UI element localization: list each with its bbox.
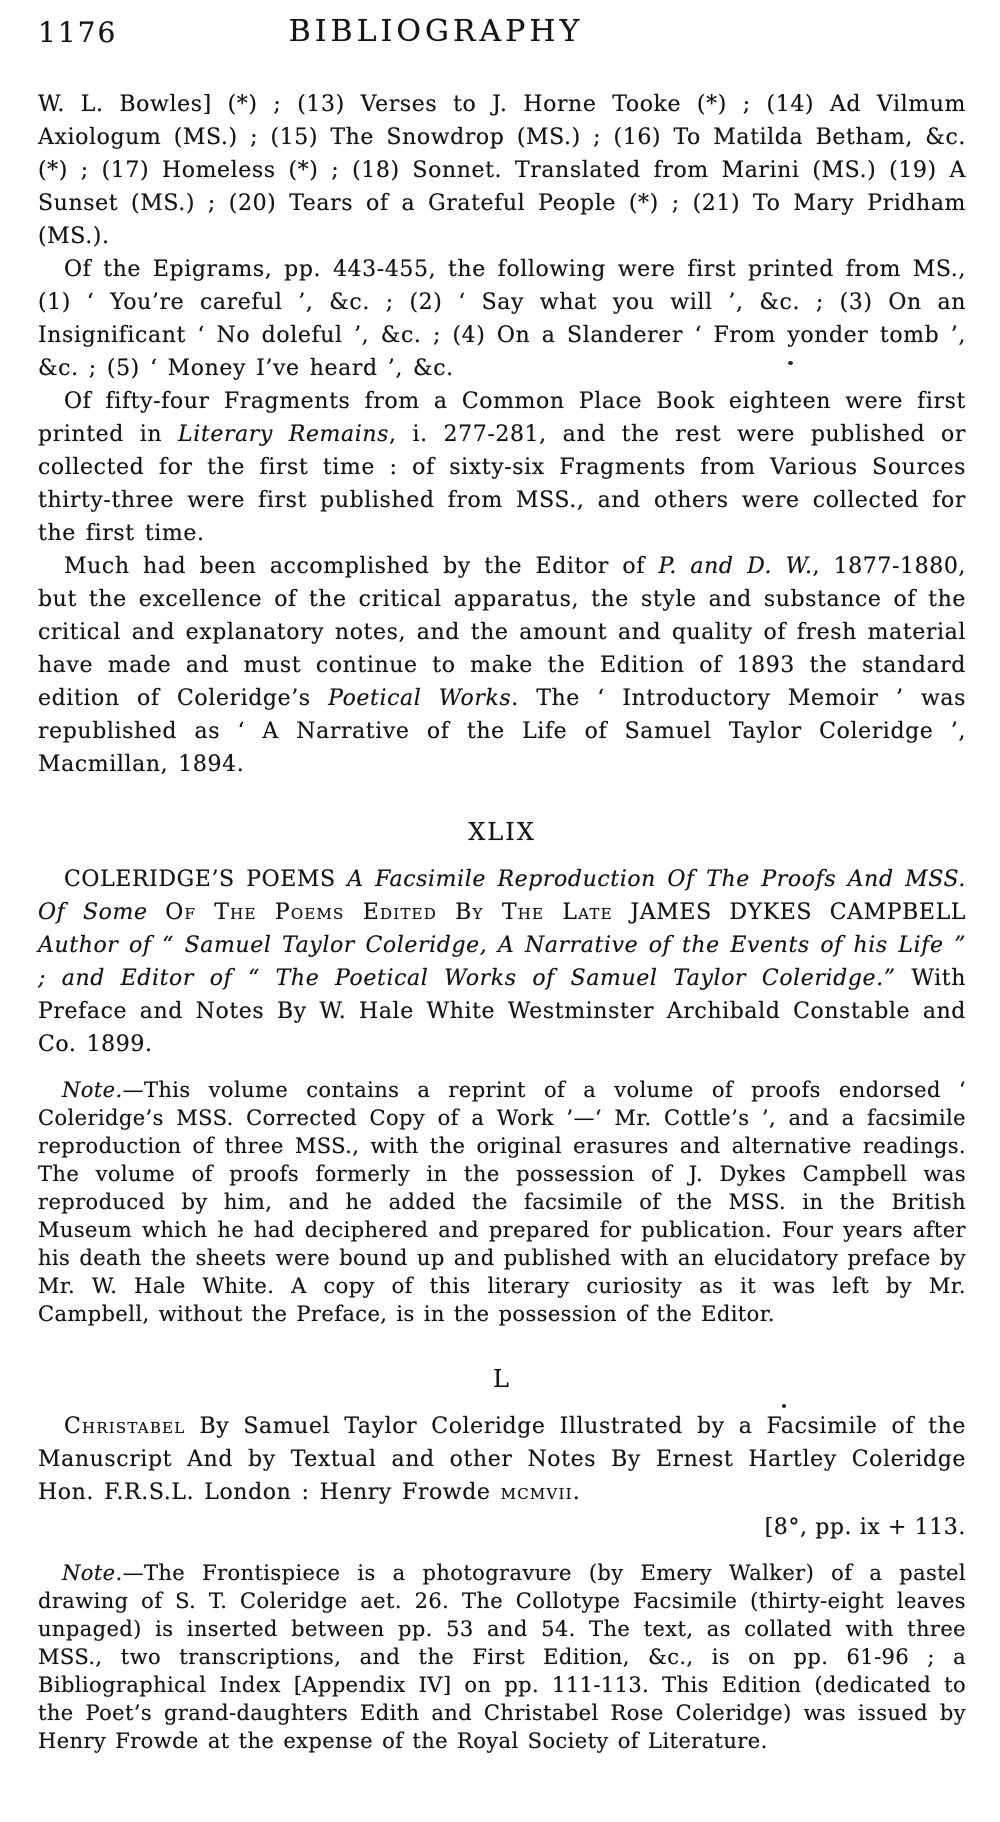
text-segment: , 1877-1880, but the excellence of the critical apparatus, the style and substance of the critical and explanatory notes, and the amount and quality of fresh material have made and must continue to make the Edition of 1893 the standard edition of Coleridge’s (38, 554, 967, 711)
text-segment: Of the Epigrams, pp. 443-455, the following were first printed from MS., (1) ‘ You’re careful ’, &c. ; (2) ‘ Say what you will ’, &c. ; (3) On an Insignificant ‘ No doleful ’, &c. ; (4) On a Slanderer ‘ From yonder tomb ’, &c. ; (5) ‘ Money I’ve heard ’, &c. (38, 257, 966, 381)
text-segment: Of fifty-four Fragments from a Common Place Book eighteen were first printed in (38, 389, 966, 447)
ink-speck (788, 361, 793, 365)
text-segment: Of The Poems Edited By The Late (165, 900, 613, 925)
text-segment: Note. (62, 1561, 123, 1585)
text-segment: Poetical Works (328, 686, 512, 711)
paragraph-continuation (38, 88, 966, 253)
text-segment: mcmvii (500, 1480, 573, 1505)
section-heading-l: L (493, 1365, 511, 1393)
text-segment: , i. 277-281, and the rest were published or collected for the first time : of sixty-six Fragments from Various Sources thirty-three were first published from MSS., and others were collected for the first time. (38, 422, 966, 546)
text-segment: —This volume contains a reprint of a volume of proofs endorsed ‘ Coleridge’s MSS. Corrected Copy of a Work ’—‘ Mr. Cottle’s ’, and a facsimile reproduction of three MSS., with the original erasures and alternative readings. The volume of proofs formerly in the possession of J. Dykes Campbell was reproduced by him, and he added the facsimile of the MSS. in the British Museum which he had deciphered and prepared for publication. Four years after his death the sheets were bound up and published with an elucidatory preface by Mr. W. Hale White. A copy of this literary curiosity as it was left by Mr. Campbell, without the Preface, is in the possession of the Editor. (38, 1078, 966, 1326)
text-segment: COLERIDGE’S POEMS (64, 867, 348, 892)
page-body (38, 88, 966, 1755)
text-segment: Note. (62, 1078, 123, 1102)
entry-l-note (38, 1559, 966, 1755)
text-segment: With Preface and Notes By W. Hale White Westminster Archibald Constable and Co. 1899. (38, 966, 967, 1057)
text-segment: . The ‘ Introductory Memoir ’ was republished as ‘ A Narrative of the Life of Samuel Taylor Coleridge ’, Macmillan, 1894. (38, 686, 967, 777)
section-heading-xlix: XLIX (468, 818, 536, 846)
text-segment: Author of “ Samuel Taylor Coleridge, A Narrative of the Events of his Life ” ; and Editor of “ The Poetical Works of Samuel Taylor Coleridge.” (38, 933, 966, 991)
text-segment: Much had been accomplished by the Editor of (64, 554, 659, 579)
paragraph-fragments (38, 385, 966, 550)
running-title: BIBLIOGRAPHY (288, 14, 584, 49)
text-segment: . (572, 1480, 581, 1505)
paragraph-edition-1893 (38, 550, 966, 781)
text-segment: W. L. Bowles] (*) ; (13) Verses to J. Horne Tooke (*) ; (14) Ad Vilmum Axiologum (MS.) ; (15) The Snowdrop (MS.) ; (16) To Matilda Betham, &c. (*) ; (17) Homeless (*) ; (18) Sonnet. Translated from Marini (MS.) (19) A Sunset (MS.) ; (20) Tears of a Grateful People (*) ; (21) To Mary Pridham (MS.). (38, 92, 966, 249)
text-segment: P. and D. W. (658, 554, 813, 579)
text-segment: Christabel (64, 1414, 186, 1439)
text-segment: A Facsimile Reproduction Of The Proofs And MSS. Of Some (38, 867, 966, 925)
entry-xlix-title (38, 863, 966, 1061)
page-number: 1176 (38, 16, 118, 49)
text-segment: JAMES DYKES CAMPBELL (612, 900, 967, 925)
page-header (38, 0, 966, 62)
paragraph-epigrams (38, 253, 966, 385)
ink-speck (782, 1404, 786, 1408)
entry-l-collation: [8°, pp. ix + 113. (764, 1515, 966, 1540)
entry-xlix-note (38, 1076, 966, 1328)
text-segment: By Samuel Taylor Coleridge Illustrated by a Facsimile of the Manuscript And by Textual and other Notes By Ernest Hartley Coleridge Hon. F.R.S.L. London : Henry Frowde (38, 1414, 966, 1505)
text-segment: Literary Remains (178, 422, 390, 447)
text-segment: —The Frontispiece is a photogravure (by Emery Walker) of a pastel drawing of S. T. Coleridge aet. 26. The Collotype Facsimile (thirty-eight leaves unpaged) is inserted between pp. 53 and 54. The text, as collated with three MSS., two transcriptions, and the First Edition, &c., is on pp. 61-96 ; a Bibliographical Index [Appendix IV] on pp. 111-113. This Edition (dedicated to the Poet’s grand-daughters Edith and Christabel Rose Coleridge) was issued by Henry Frowde at the expense of the Royal Society of Literature. (38, 1561, 966, 1753)
entry-l-title (38, 1410, 966, 1509)
